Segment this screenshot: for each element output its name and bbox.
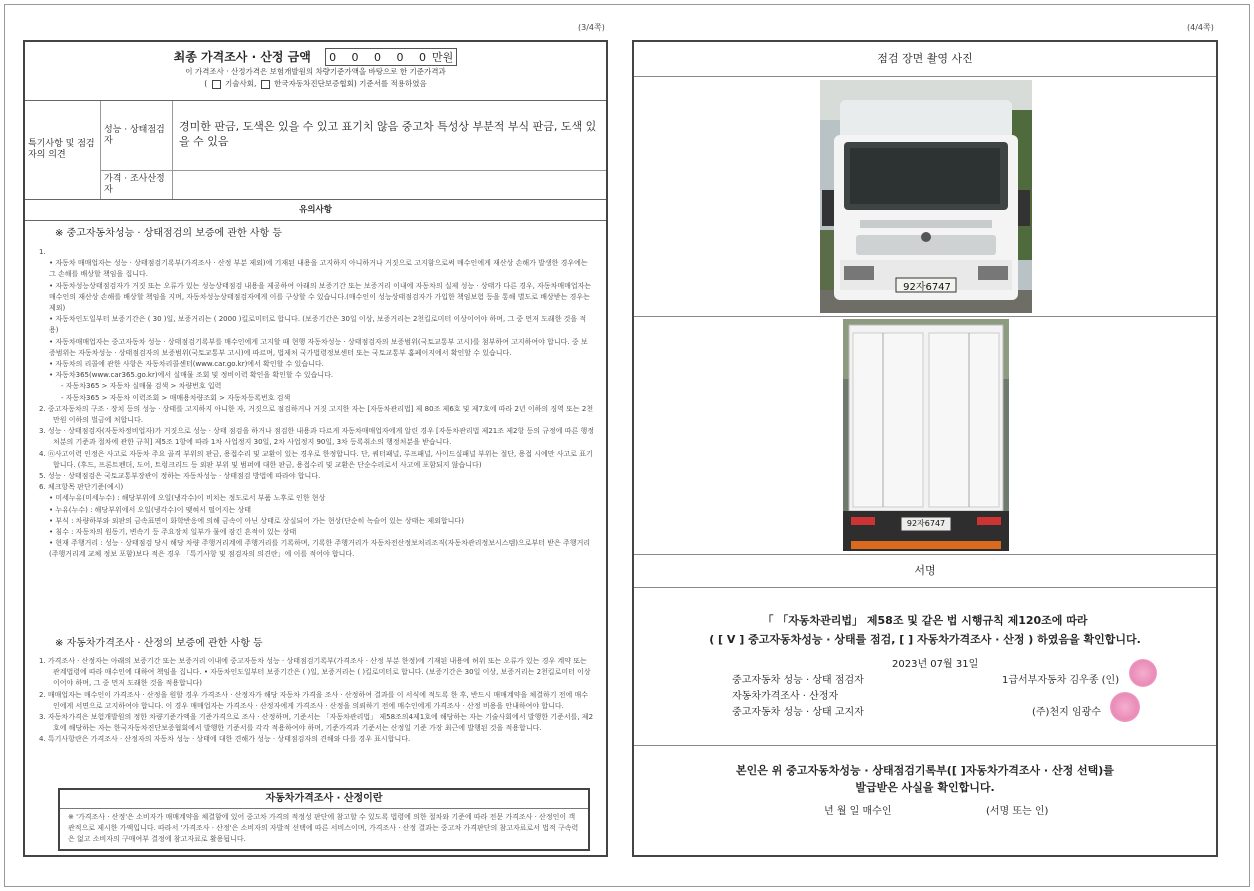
rear-license-plate: 92자6747 xyxy=(906,519,946,528)
list-item: - 자동차365 > 자동차 실매물 검색 > 차량번호 입력 xyxy=(61,382,222,391)
law-basis-line: 「 「자동차관리법」 제58조 및 같은 법 시행규칙 제120조에 따라 xyxy=(762,614,1088,627)
notifier-sign-label: 중고자동차 성능 · 상태 고지자 xyxy=(732,707,864,718)
list-item: 3. 성능 · 상태점검자(자동차정비업자)가 거짓으로 성능 · 상태 점검을 하거나 점검한 내용과 다르게 자동차매매업자에게 알린 경우 [자동차관리법 제21조 제2항 등의 규정에 따른 행정처분의 기준과 절차에 관한 규칙] 제5조 1항에 따라 1차 사업정지 30일, 2차 사업정지 90일, 3차 등록취소의 행정처분을 받습니다. xyxy=(39,427,594,447)
list-item: • 자동차 매매업자는 성능 · 상태점검기록부(가격조사 · 산정 부분 제외)에 기재된 내용을 고지하지 아니하거나 거짓으로 고지함으로써 매수인에게 재산상 손해가 발생한 경우에는 그 손해를 배상할 책임을 집니다. xyxy=(49,259,588,279)
inspector-sign-value: 1급서부자동차 김우종 (인) xyxy=(1002,675,1120,686)
opinion-table xyxy=(25,100,606,200)
front-license-plate: 92자6747 xyxy=(903,282,951,293)
price-basis-text: 이 가격조사 · 산정가격은 보험개발원의 차량기준가액을 바탕으로 한 기준가격과 xyxy=(185,67,446,76)
list-item: • 누유(누수) : 해당부위에서 오일(냉각수)이 맺혀서 떨어지는 상태 xyxy=(49,505,252,514)
list-item: • 미세누유(미세누수) : 해당부위에 오일(냉각수)이 비치는 정도로서 부품 노후로 인한 현상 xyxy=(49,494,326,503)
buyer-sign-hint: (서명 또는 인) xyxy=(986,806,1049,817)
list-item: • 부식 : 차량하부와 외판의 금속표면이 화학반응에 의해 금속이 아닌 상태로 상실되어 가는 현상(단순히 녹슬어 있는 상태는 제외합니다) xyxy=(49,516,464,525)
list-item: • 현재 주행거리 : 성능 · 상태점검 당시 해당 차량 주행거리계에 주행거리를 기록하며, 기록한 주행거리가 자동차전산정보처리조직(자동차관리정보시스템)으로부터 받은 주행거리(주행거리계 교체 정보 포함)보다 적은 경우 「특기사항 및 점검자의 의견란」에 이를 적어야 합니다. xyxy=(49,539,591,559)
price-amount-box: 0 0 0 0 0만원 xyxy=(325,48,457,66)
divider xyxy=(634,76,1216,77)
inspector-opinion: 경미한 판금, 도색은 있을 수 있고 표기치 않음 중고차 특성상 부분적 부식 판금, 도색 있을 수 있음 xyxy=(173,101,606,171)
notice-heading: 유의사항 xyxy=(25,200,606,221)
page-number-left: (3/4쪽) xyxy=(578,23,605,32)
photo-section-title: 점검 장면 촬영 사진 xyxy=(877,52,973,65)
definition-text: ※ '가격조사 · 산정'은 소비자가 매매계약을 체결함에 있어 중고차 가격의 적정성 판단에 참고할 수 있도록 법령에 의한 절차와 기준에 따라 전문 가격조사 · 산정인이 객관적으로 제시한 가액입니다. 따라서 '가격조사 · 산정'은 소비자의 자발적 선택에 따른 서비스이며, 가격조사 · 산정 결과는 중고차 가격판단의 참고자료로서 법적 구속력은 없고 소비자의 구매여부 결정에 참고자료로 활용됩니다. xyxy=(68,813,579,843)
truck-rear-image xyxy=(843,319,1009,551)
list-item: • 자동차성능상태점검자가 거짓 또는 오류가 있는 성능상태점검 내용을 제공하여 아래의 보증기간 또는 보증거리 이내에 자동차의 실제 성능 · 상태가 다른 경우, 자동차매매업자는 매수인의 재산상 손해를 배상할 책임을 지며, 자동차성능상태점검자에게 이를 구상할 수 있습니다.(매수인이 성능상태점검자가 가입한 책임보험 등을 통해 별도로 배상받는 경우는 제외) xyxy=(49,281,592,313)
list-item: 4. 특기사항란은 가격조사 · 산정자의 자동차 성능 · 상태에 대한 견해가 성능 · 상태점검자의 견해와 다를 경우 표시합니다. xyxy=(39,735,411,744)
inspector-seal-stamp xyxy=(1129,659,1157,687)
inspector-label: 성능 · 상태점검자 xyxy=(101,101,173,171)
divider xyxy=(634,587,1216,588)
page-number-right: (4/4쪽) xyxy=(1187,23,1214,32)
final-price-title-row xyxy=(25,42,606,66)
buyer-date-line: 년 월 일 매수인 xyxy=(824,806,892,817)
list-item: 2. 중고자동차의 구조 · 장치 등의 성능 · 상태를 고지하지 아니한 자, 거짓으로 점검하거나 거짓 고지한 자는 [자동차관리법] 제 80조 제6호 및 제7호에 따라 2년 이하의 징역 또는 2천만원 이하의 벌금에 처합니다. xyxy=(39,404,594,425)
list-item: 1. 가격조사 · 산정자는 아래의 보증기간 또는 보증거리 이내에 중고자동차 성능 · 상태점검기록부(가격조사 · 산정 부분 한정)에 기재된 내용에 허위 또는 오류가 있는 경우 계약 또는 관계법령에 따라 매수인에 대하여 책임을 집니다. • 자동차인도일부터 보증기간은 ( )일, 보증거리는 ( )킬로미터로 합니다. (보증기간은 30일 이상, 보증거리는 2천킬로미터 이상이어야 하며, 그 중 먼저 도래한 것을 적용합니다) xyxy=(39,657,591,688)
list-item: - 자동차365 > 자동차 이력조회 > 매매용차량조회 > 자동차등록번호 검색 xyxy=(61,393,291,402)
truck-rear-photo xyxy=(843,319,1009,551)
list-item: • 자동차인도일부터 보증기간은 ( 30 )일, 보증거리는 ( 2000 )킬로미터로 합니다. (보증기간은 30일 이상, 보증거리는 2천킬로미터 이상이어야 하며, 그 중 먼저 도래한 것을 적용) xyxy=(49,315,587,335)
left-page-panel xyxy=(23,40,608,857)
section1-body xyxy=(39,247,594,561)
checkbox-diagnosis-association[interactable] xyxy=(261,80,270,89)
signature-section-title: 서명 xyxy=(914,564,936,577)
inspector-sign-label: 중고자동차 성능 · 상태 점검자 xyxy=(732,675,864,686)
list-item: 2. 매매업자는 매수인이 가격조사 · 산정을 원할 경우 가격조사 · 산정자가 해당 자동차 가격을 조사 · 산정하여 결과를 이 서식에 적도록 한 후, 반드시 매매계약을 체결하기 전에 매수인에게 서면으로 고지하여야 합니다. 이 경우 매매업자는 가격조사 · 산정자에게 가격조사 · 산정을 의뢰하기 전에 매수인에게 가격조사 · 산정 비용을 안내하여야 합니다. xyxy=(39,690,588,710)
definition-title: 자동차가격조사 · 산정이란 xyxy=(60,790,588,809)
appraiser-label: 가격 · 조사산정자 xyxy=(101,171,173,199)
section2-title: ※ 자동차가격조사 · 산정의 보증에 관한 사항 등 xyxy=(55,638,263,649)
list-item: • 자동차의 리콜에 관한 사항은 자동차리콜센터(www.car.go.kr)에서 확인할 수 있습니다. xyxy=(49,360,324,369)
final-price-title: 최종 가격조사 · 산정 금액 xyxy=(173,50,311,64)
opinion-head: 특기사항 및 점검자의 의견 xyxy=(25,101,101,199)
divider xyxy=(634,554,1216,555)
price-standard-line: ( 기술사회, 한국자동차진단보증협회) 기준서를 적용하였음 xyxy=(204,79,427,88)
list-item: 1. xyxy=(39,248,46,256)
signature-date: 2023년 07월 31일 xyxy=(892,659,979,670)
list-item: 4. ⓝ사고이력 인정은 사고로 자동차 주요 골격 부위의 판금, 용접수리 및 교환이 있는 경우로 한정합니다. 단, 쿼터패널, 루프패널, 사이드실패널 부위는 절단, 용접 시에만 사고로 표기합니다. (후드, 프론트펜더, 도어, 트렁크리드 등 외판 부위 및 범퍼에 대한 판금, 용접수리 및 교환은 단순수리로서 사고에 포함되지 않습니다) xyxy=(39,449,593,469)
buyer-confirm-line1: 본인은 위 중고자동차성능 · 상태점검기록부([ ]자동차가격조사 · 산정 선택)를 xyxy=(736,764,1114,777)
list-item: 3. 자동차가격은 보험개발원의 정한 차량기준가액을 기준가격으로 조사 · 산정하며, 기준서는 「자동차관리법」 제58조의4제1호에 해당하는 자는 기술사회에서 발행한 기준서를, 제2호에 해당하는 자는 한국자동차진단보증협회에서 발행한 기준서를 각각 적용하여야 하며, 기준가격과 기준서는 산정일 기준 가장 최근에 발행된 것을 적용합니다. xyxy=(39,713,594,733)
list-item: 5. 성능 · 상태점검은 국토교통부장관이 정하는 자동차성능 · 상태점검 방법에 따라야 합니다. xyxy=(39,472,321,481)
divider xyxy=(634,316,1216,317)
list-item: • 자동차매매업자는 중고자동차 성능 · 상태점검기록부를 매수인에게 고지할 때 현행 자동차성능 · 상태점검자의 보증범위(국토교통부 고시)를 첨부하여 고지하여야 합니다. 중 보증범위는 자동차성능 · 상태점검자의 보증범위(국토교통부 고시)에 따르며, 법제처 국가법령정보센터 또는 국토교통부 홈페이지에서 확인할 수 있습니다. xyxy=(49,337,588,357)
right-page-panel xyxy=(632,40,1218,857)
section1-title: ※ 중고자동차성능 · 상태점검의 보증에 관한 사항 등 xyxy=(55,228,283,239)
list-item: • 침수 : 자동차의 원동기, 변속기 등 주요장치 일부가 물에 잠긴 흔적이 있는 상태 xyxy=(49,528,297,537)
notifier-sign-value: (주)천지 임광수 xyxy=(1032,707,1101,718)
list-item: • 자동차365(www.car365.go.kr)에서 실매물 조회 및 정비이력 확인을 확인할 수 있습니다. xyxy=(49,371,334,380)
divider xyxy=(634,745,1216,746)
inspection-confirm-line: ( [ V ] 중고자동차성능 · 상태를 점검, [ ] 자동차가격조사 · 산정 ) 하였음을 확인합니다. xyxy=(709,633,1141,646)
buyer-confirm-line2: 발급받은 사실을 확인합니다. xyxy=(855,781,995,794)
checkbox-engineers-society[interactable] xyxy=(212,80,221,89)
truck-front-photo xyxy=(820,80,1032,313)
notifier-seal-stamp xyxy=(1110,692,1140,722)
definition-box xyxy=(58,788,590,851)
section2-body xyxy=(39,656,594,746)
appraiser-sign-label: 자동차가격조사 · 산정자 xyxy=(732,691,839,702)
list-item: 6. 체크항목 판단기준(예시) xyxy=(39,483,124,492)
